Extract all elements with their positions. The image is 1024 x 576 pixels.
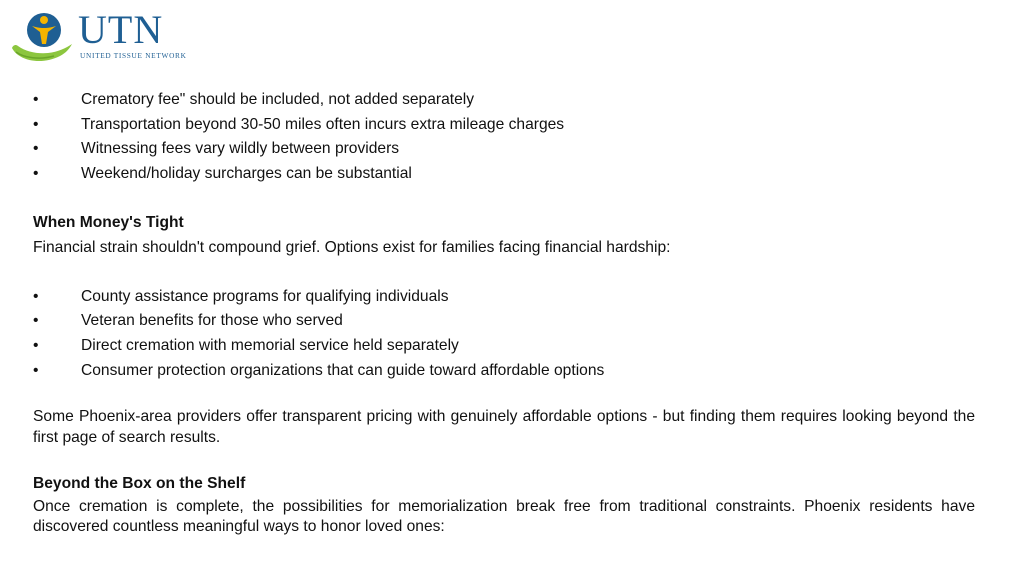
list-item: • Consumer protection organizations that can guide toward affordable options bbox=[33, 359, 975, 384]
hardship-options-list bbox=[33, 285, 975, 383]
list-item: • Transportation beyond 30-50 miles often incurs extra mileage charges bbox=[33, 113, 975, 138]
document-body bbox=[33, 88, 975, 538]
list-item: • Crematory fee" should be included, not added separately bbox=[33, 88, 975, 113]
list-item: • Weekend/holiday surcharges can be substantial bbox=[33, 162, 975, 187]
bullet: • bbox=[33, 164, 39, 182]
list-item: • Direct cremation with memorial service held separately bbox=[33, 334, 975, 359]
list-item: • Witnessing fees vary wildly between providers bbox=[33, 137, 975, 162]
section-intro: Financial strain shouldn't compound grief. Options exist for families facing financial hardship: bbox=[33, 238, 671, 256]
logo-subtitle: UNITED TISSUE NETWORK bbox=[80, 51, 187, 60]
bullet: • bbox=[33, 115, 39, 133]
bullet: • bbox=[33, 287, 39, 305]
bullet: • bbox=[33, 336, 39, 354]
bullet: • bbox=[33, 91, 39, 108]
section-body: Once cremation is complete, the possibilities for memorialization break free from traditional constraints. Phoenix residents have discovered countless meaningful ways to honor loved ones: bbox=[33, 497, 975, 536]
logo-wordmark: UTN bbox=[78, 7, 164, 52]
bullet: • bbox=[33, 361, 39, 379]
cost-notes-list bbox=[33, 88, 975, 186]
bullet: • bbox=[33, 140, 39, 158]
list-item: • County assistance programs for qualifying individuals bbox=[33, 285, 975, 310]
logo-emblem-icon bbox=[10, 8, 74, 66]
utn-logo bbox=[10, 8, 190, 66]
section-heading: When Money's Tight bbox=[33, 213, 184, 231]
bullet: • bbox=[33, 312, 39, 330]
list-item: • Veteran benefits for those who served bbox=[33, 309, 975, 334]
section-heading: Beyond the Box on the Shelf bbox=[33, 475, 246, 493]
closing-paragraph: Some Phoenix-area providers offer transparent pricing with genuinely affordable options - but finding them requires looking beyond the first page of search results. bbox=[33, 408, 975, 446]
